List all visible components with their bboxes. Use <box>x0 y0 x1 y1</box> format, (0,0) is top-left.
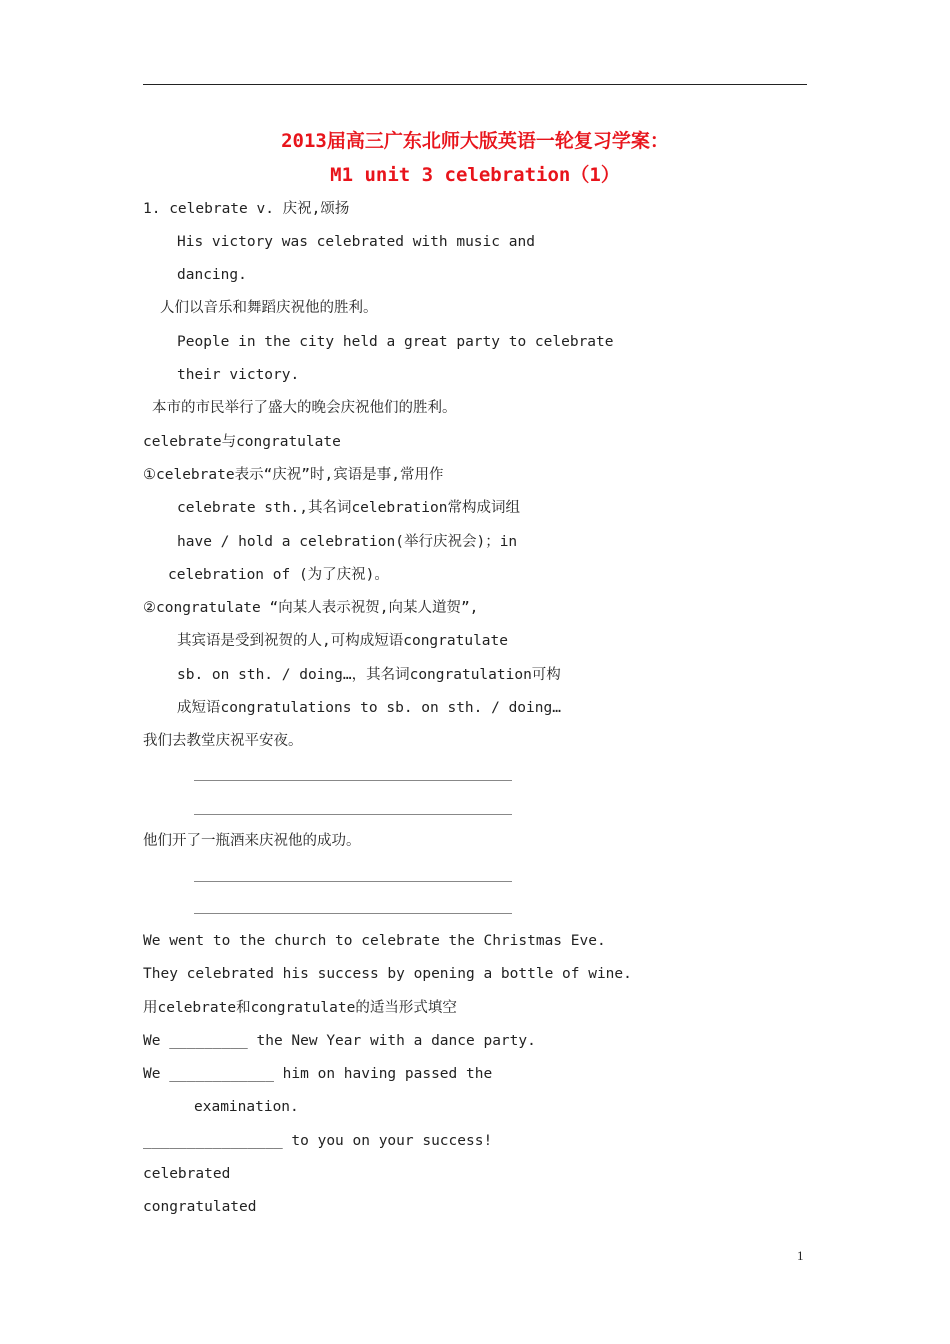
example-sentence: His victory was celebrated with music and <box>177 234 535 250</box>
page-number: 1 <box>797 1248 804 1263</box>
usage-note-cont: sb. on sth. / doing…，其名词congratulation可构 <box>177 667 561 683</box>
example-translation: 人们以音乐和舞蹈庆祝他的胜利。 <box>160 300 378 316</box>
usage-note-cont: 成短语congratulations to sb. on sth. / doing… <box>177 700 561 716</box>
fill-blank-question: We ____________ him on having passed the <box>143 1066 493 1082</box>
fill-blank-question: ________________ to you on your success! <box>143 1133 493 1149</box>
answer-blank-line[interactable] <box>194 881 512 882</box>
answer-blank-line[interactable] <box>194 780 512 781</box>
answer-blank-line[interactable] <box>194 913 512 914</box>
usage-note-cont: celebrate sth.,其名词celebration常构成词组 <box>177 500 520 516</box>
answer-text: congratulated <box>143 1199 257 1215</box>
fill-blank-question: We _________ the New Year with a dance party. <box>143 1033 536 1049</box>
vocab-heading: 1. celebrate v. 庆祝,颂扬 <box>143 201 350 217</box>
usage-note: ②congratulate “向某人表示祝贺,向某人道贺”, <box>143 600 479 616</box>
comparison-heading: celebrate与congratulate <box>143 434 341 450</box>
answer-text: celebrated <box>143 1166 231 1182</box>
translation-prompt: 我们去教堂庆祝平安夜。 <box>143 733 303 749</box>
example-translation: 本市的市民举行了盛大的晚会庆祝他们的胜利。 <box>152 400 457 416</box>
header-rule <box>143 84 807 85</box>
example-sentence-cont: their victory. <box>177 367 300 383</box>
document-title: 2013届高三广东北师大版英语一轮复习学案： <box>281 130 669 152</box>
usage-note-cont: 其宾语是受到祝贺的人,可构成短语congratulate <box>177 633 508 649</box>
exercise-instruction: 用celebrate和congratulate的适当形式填空 <box>143 1000 457 1016</box>
usage-note: ①celebrate表示“庆祝”时,宾语是事,常用作 <box>143 467 444 483</box>
document-subtitle: M1 unit 3 celebration（1） <box>330 164 620 186</box>
usage-note-cont: celebration of (为了庆祝)。 <box>168 567 389 583</box>
example-sentence-cont: dancing. <box>177 267 247 283</box>
answer-text: They celebrated his success by opening a bottle of wine. <box>143 966 632 982</box>
answer-text: We went to the church to celebrate the Christmas Eve. <box>143 933 606 949</box>
usage-note-cont: have / hold a celebration(举行庆祝会)；in <box>177 534 518 550</box>
example-sentence: People in the city held a great party to celebrate <box>177 334 614 350</box>
translation-prompt: 他们开了一瓶酒来庆祝他的成功。 <box>143 833 361 849</box>
answer-blank-line[interactable] <box>194 814 512 815</box>
fill-blank-question-cont: examination. <box>194 1099 299 1115</box>
